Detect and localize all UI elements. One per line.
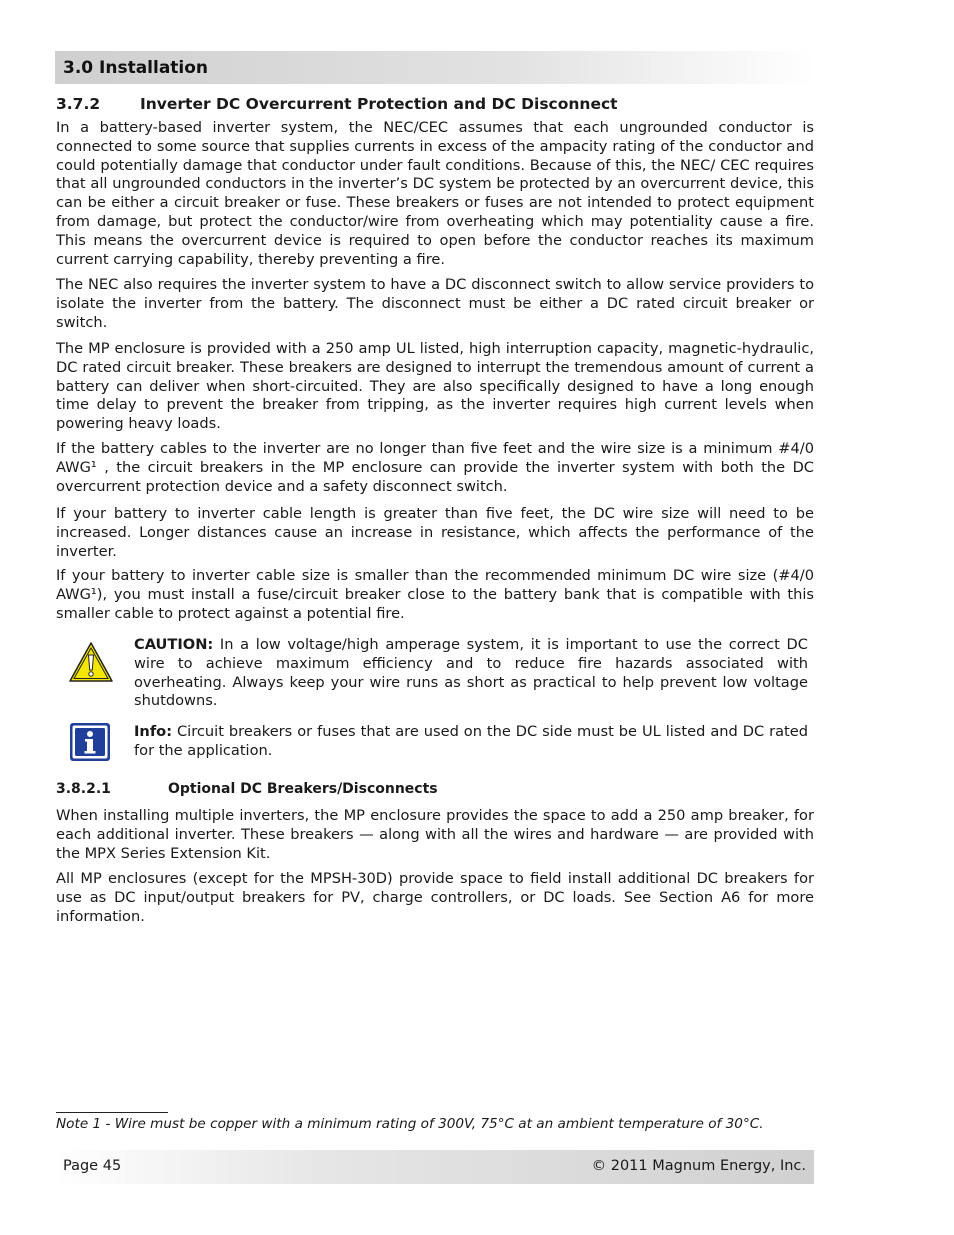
- subsection-heading: [56, 95, 618, 113]
- info-note: [134, 723, 808, 761]
- copyright: © 2011 Magnum Energy, Inc.: [591, 1158, 806, 1174]
- subsection-number: 3.7.2: [56, 95, 101, 113]
- subsubsection-title: Optional DC Breakers/Disconnects: [168, 781, 438, 797]
- paragraph-text: All MP enclosures (except for the MPSH-30D) provide space to field install additional DC breakers for use as DC input/output breakers for PV, charge controllers, or DC loads. See Section A6 for more information.: [56, 870, 814, 925]
- paragraph: [56, 567, 814, 623]
- warning-triangle-icon: [68, 641, 114, 683]
- caution-text: In a low voltage/high amperage system, it is important to use the correct DC wire to achieve maximum efficiency and to reduce fire hazards associated with overheating. Always keep your wire runs as short as practical to help prevent low voltage shutdowns.: [134, 636, 808, 710]
- page-number: Page 45: [63, 1158, 122, 1174]
- info-text: Circuit breakers or fuses that are used on the DC side must be UL listed and DC rated for the application.: [134, 723, 808, 759]
- info-label: Info:: [134, 723, 173, 740]
- paragraph-text: If the battery cables to the inverter are no longer than five feet and the wire size is a minimum #4/0 AWG¹ , the circuit breakers in the MP enclosure can provide the inverter system with both the DC overcurrent protection device and a safety disconnect switch.: [56, 440, 814, 495]
- paragraph-text: In a battery-based inverter system, the NEC/CEC assumes that each ungrounded conductor is connected to some source that supplies currents in excess of the ampacity rating of the conductor and could potentially damage that conductor under fault conditions. Because of this, the NEC/ CEC requires that all ungrounded conductors in the inverter’s DC system be protected by an overcurrent device, this can be either a circuit breaker or fuse. These breakers or fuses are not intended to protect equipment from damage, but protect the conductor/wire from overheating which may potentiality cause a fire. This means the overcurrent device is required to open before the conductor reaches its maximum current carrying capability, thereby preventing a fire.: [56, 119, 814, 268]
- footnote: Note 1 - Wire must be copper with a minimum rating of 300V, 75°C at an ambient temperature of 30°C.: [56, 1116, 764, 1132]
- info-icon: [69, 722, 111, 762]
- paragraph: [56, 276, 814, 332]
- paragraph: [56, 440, 814, 496]
- paragraph: [56, 807, 814, 863]
- paragraph-text: When installing multiple inverters, the MP enclosure provides the space to add a 250 amp breaker, for each additional inverter. These breakers — along with all the wires and hardware — are provided with the MPX Series Extension Kit.: [56, 807, 814, 862]
- caution-note: [134, 636, 808, 711]
- paragraph: [56, 505, 814, 561]
- page-footer: [55, 1150, 814, 1184]
- caution-label: CAUTION:: [134, 636, 214, 653]
- section-header-title: 3.0 Installation: [63, 58, 209, 78]
- paragraph-text: The MP enclosure is provided with a 250 amp UL listed, high interruption capacity, magnetic-hydraulic, DC rated circuit breaker. These breakers are designed to interrupt the tremendous amount of current a battery can deliver when short-circuited. They are also specifically designed to have a long enough time delay to prevent the breaker from tripping, as the inverter requires high current levels when powering heavy loads.: [56, 340, 814, 433]
- paragraph-text: If your battery to inverter cable length is greater than five feet, the DC wire size will need to be increased. Longer distances cause an increase in resistance, which affects the performance of the inverter.: [56, 505, 814, 560]
- subsubsection-number: 3.8.2.1: [56, 781, 111, 797]
- paragraph: [56, 340, 814, 434]
- paragraph-text: The NEC also requires the inverter system to have a DC disconnect switch to allow service providers to isolate the inverter from the battery. The disconnect must be either a DC rated circuit breaker or switch.: [56, 276, 814, 331]
- section-header-bar: [55, 51, 815, 84]
- paragraph: [56, 870, 814, 926]
- subsubsection-heading: [56, 781, 438, 797]
- subsection-title: Inverter DC Overcurrent Protection and DC Disconnect: [140, 95, 618, 113]
- footnote-divider: [56, 1112, 168, 1113]
- paragraph: [56, 119, 814, 269]
- paragraph-text: If your battery to inverter cable size is smaller than the recommended minimum DC wire size (#4/0 AWG¹), you must install a fuse/circuit breaker close to the battery bank that is compatible with this smaller cable to protect against a potential fire.: [56, 567, 814, 622]
